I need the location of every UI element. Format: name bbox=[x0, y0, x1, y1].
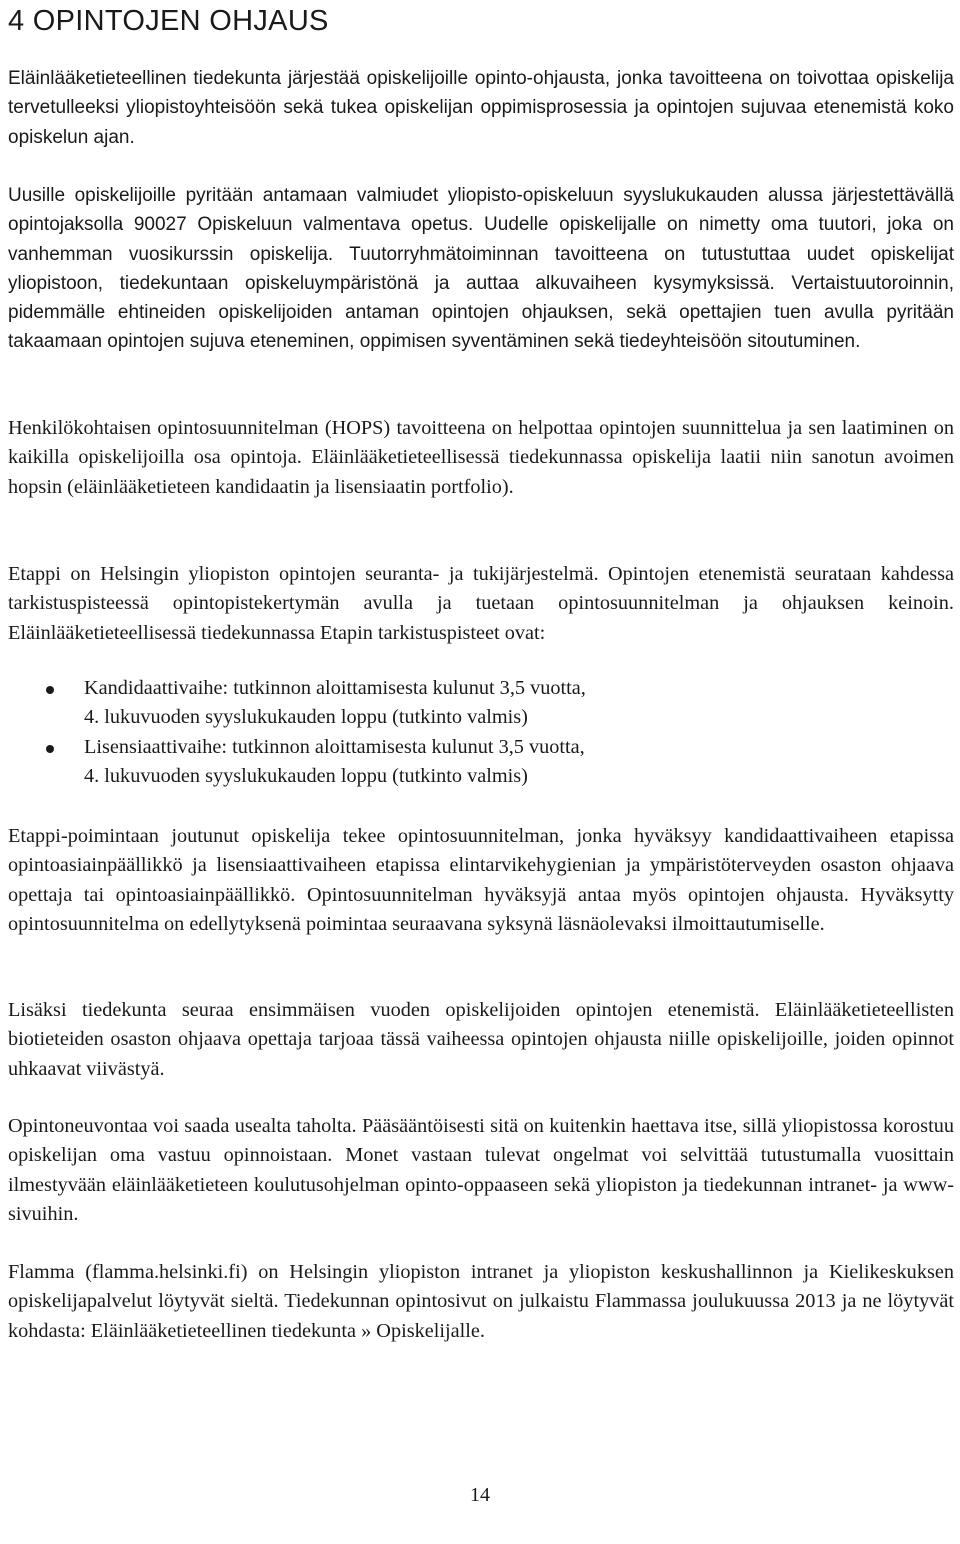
counseling-paragraph: Opintoneuvontaa voi saada usealta taholta. Pääsääntöisesti sitä on kuitenkin haettava itse, sillä yliopistossa korostuu opiskelijan oma vastuu opinnoistaan. Monet vastaan tulevat ongelmat voi selvittää tutustumalla vuosittain ilmestyvään eläinlääketieteen koulutusohjelman opinto-oppaaseen sekä yliopiston ja tiedekunnan intranet- ja www-sivuihin. bbox=[8, 1115, 954, 1225]
intro-paragraph: Eläinlääketieteellinen tiedekunta järjestää opiskelijoille opinto-ohjausta, jonka tavoitteena on toivottaa opiskelija tervetulleeksi yliopistoyhteisöön sekä tukea opiskelijan oppimisprosessia ja opintojen sujuvaa etenemistä koko opiskelun ajan. bbox=[8, 68, 954, 148]
list-item-line: Kandidaattivaihe: tutkinnon aloittamisesta kulunut 3,5 vuotta, bbox=[84, 677, 586, 699]
new-students-paragraph: Uusille opiskelijoille pyritään antamaan valmiudet yliopisto-opiskeluun syyslukukauden alussa järjestettävällä opintojaksolla 90027 Opiskeluun valmentava opetus. Uudelle opiskelijalle on nimetty oma tuutori, joka on vanhemman vuosikurssin opiskelija. Tuutorryhmätoiminnan tavoitteena on tutustuttaa uudet opiskelijat yliopistoon, tiedekuntaan opiskeluympäristönä ja auttaa alkuvaiheen kysymyksissä. Vertaistuutoroinnin, pidemmälle ehtineiden opiskelijoiden antaman opintojen ohjauksen, sekä opettajien tuen avulla pyritään takaamaan opintojen sujuva eteneminen, oppimisen syventäminen sekä tiedeyhteisöön sitoutuminen. bbox=[8, 185, 954, 353]
list-item-line: 4. lukuvuoden syyslukukauden loppu (tutkinto valmis) bbox=[84, 706, 528, 729]
etappi-paragraph: Etappi on Helsingin yliopiston opintojen seuranta- ja tukijärjestelmä. Opintojen etenemistä seurataan kahdessa tarkistuspisteessä opintopistekertymän avulla ja tuetaan opintosuunnitelman ja ohjauksen keinoin. Eläinlääketieteellisessä tiedekunnassa Etapin tarkistuspisteet ovat: bbox=[8, 563, 954, 644]
list-item bbox=[8, 674, 954, 733]
etappi-selection-paragraph: Etappi-poimintaan joutunut opiskelija tekee opintosuunnitelman, jonka hyväksyy kandidaattivaiheen etapissa opintoasiainpäällikkö ja lisensiaattivaiheen etapissa elintarvikehygienian ja ympäristöterveyden osaston ohjaava opettaja tai opintoasiainpäällikkö. Opintosuunnitelman hyväksyjä antaa myös opintojen ohjausta. Hyväksytty opintosuunnitelma on edellytyksenä poimintaa seuraavana syksynä läsnäolevaksi ilmoittautumiselle. bbox=[8, 825, 954, 935]
checkpoint-list bbox=[8, 674, 954, 791]
page-number: 14 bbox=[470, 1484, 490, 1506]
list-item-line: Lisensiaattivaihe: tutkinnon aloittamisesta kulunut 3,5 vuotta, bbox=[84, 735, 585, 758]
hops-paragraph: Henkilökohtaisen opintosuunnitelman (HOPS) tavoitteena on helpottaa opintojen suunnittelua ja sen laatiminen on kaikilla opiskelijoilla osa opintoja. Eläinlääketieteellisessä tiedekunnassa opiskelija laatii niin sanotun avoimen hopsin (eläinlääketieteen kandidaatin ja lisensiaatin portfolio). bbox=[8, 417, 954, 498]
list-item bbox=[8, 733, 954, 792]
bullet-icon bbox=[46, 745, 54, 753]
section-heading: 4 OPINTOJEN OHJAUS bbox=[8, 5, 329, 37]
list-item-line: 4. lukuvuoden syyslukukauden loppu (tutkinto valmis) bbox=[84, 764, 528, 787]
bullet-icon bbox=[46, 686, 54, 694]
first-year-paragraph: Lisäksi tiedekunta seuraa ensimmäisen vuoden opiskelijoiden opintojen etenemistä. Eläinlääketieteellisten biotieteiden osaston ohjaava opettaja tarjoaa tässä vaiheessa opintojen ohjausta niille opiskelijoille, joiden opinnot uhkaavat viivästyä. bbox=[8, 999, 954, 1080]
flamma-paragraph: Flamma (flamma.helsinki.fi) on Helsingin yliopiston intranet ja yliopiston keskushallinnon ja Kielikeskuksen opiskelijapalvelut löytyvät sieltä. Tiedekunnan opintosivut on julkaistu Flammassa joulukuussa 2013 ja ne löytyvät kohdasta: Eläinlääketieteellinen tiedekunta » Opiskelijalle. bbox=[8, 1261, 954, 1342]
